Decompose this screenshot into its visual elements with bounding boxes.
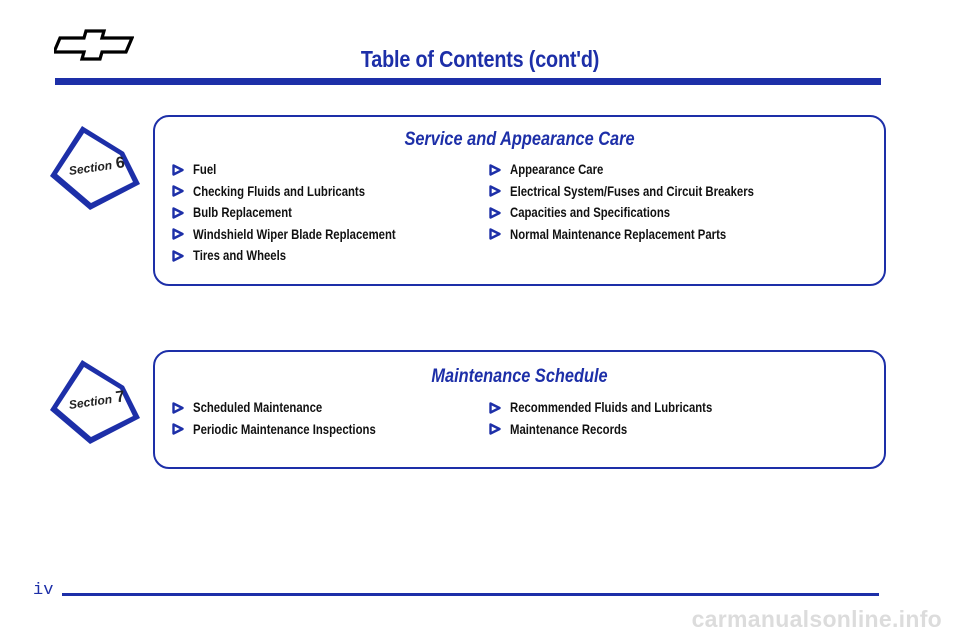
maintenance-schedule-box — [153, 350, 886, 469]
title-divider — [55, 78, 881, 85]
toc-link-fuel[interactable] — [172, 159, 434, 181]
toc-link-label: Checking Fluids and Lubricants — [193, 183, 366, 199]
footer-divider — [62, 593, 879, 596]
triangle-arrow-icon — [489, 402, 501, 414]
service-appearance-care-box — [153, 115, 886, 286]
triangle-arrow-icon — [172, 164, 184, 176]
left-item-list — [172, 159, 434, 267]
toc-link-label: Appearance Care — [510, 162, 604, 178]
watermark: carmanualsonline.info — [691, 606, 942, 632]
triangle-arrow-icon — [172, 185, 184, 197]
toc-link-label: Maintenance Records — [510, 421, 628, 437]
triangle-arrow-icon — [489, 228, 501, 240]
section-title: Service and Appearance Care — [404, 129, 635, 150]
section-number: 6 — [114, 154, 126, 173]
triangle-arrow-icon — [489, 185, 501, 197]
toc-link-scheduled-maintenance[interactable] — [172, 397, 411, 419]
triangle-arrow-icon — [489, 164, 501, 176]
toc-link-replacement-parts[interactable] — [489, 224, 800, 246]
toc-link-label: Tires and Wheels — [193, 248, 287, 264]
toc-link-label: Electrical System/Fuses and Circuit Breakers — [510, 183, 754, 199]
section-6-tab[interactable] — [44, 118, 144, 218]
triangle-arrow-icon — [489, 207, 501, 219]
toc-link-periodic-inspections[interactable] — [172, 419, 411, 441]
right-item-list — [489, 397, 751, 440]
toc-link-tires-wheels[interactable] — [172, 245, 434, 267]
toc-link-capacities[interactable] — [489, 202, 800, 224]
triangle-arrow-icon — [172, 228, 184, 240]
toc-link-label: Scheduled Maintenance — [193, 400, 323, 416]
triangle-arrow-icon — [172, 250, 184, 262]
toc-link-wiper-blade[interactable] — [172, 224, 434, 246]
toc-link-appearance-care[interactable] — [489, 159, 800, 181]
toc-link-label: Windshield Wiper Blade Replacement — [193, 226, 396, 242]
toc-link-bulb-replacement[interactable] — [172, 202, 434, 224]
toc-link-label: Normal Maintenance Replacement Parts — [510, 226, 727, 242]
page-number: iv — [33, 581, 54, 600]
right-item-list — [489, 159, 800, 245]
section-label-text: Section — [68, 392, 113, 412]
toc-link-maintenance-records[interactable] — [489, 419, 751, 441]
triangle-arrow-icon — [172, 402, 184, 414]
toc-link-label: Capacities and Specifications — [510, 205, 671, 221]
toc-link-label: Periodic Maintenance Inspections — [193, 421, 376, 437]
toc-link-electrical-system[interactable] — [489, 181, 800, 203]
section-number: 7 — [114, 388, 126, 407]
triangle-arrow-icon — [489, 423, 501, 435]
toc-link-label: Recommended Fluids and Lubricants — [510, 400, 713, 416]
triangle-arrow-icon — [172, 423, 184, 435]
toc-link-label: Bulb Replacement — [193, 205, 292, 221]
section-title: Maintenance Schedule — [431, 366, 608, 387]
left-item-list — [172, 397, 411, 440]
section-label-text: Section — [68, 158, 113, 178]
triangle-arrow-icon — [172, 207, 184, 219]
section-7-tab[interactable] — [44, 352, 144, 452]
toc-link-recommended-fluids[interactable] — [489, 397, 751, 419]
page-title: Table of Contents (cont'd) — [360, 46, 600, 72]
toc-link-label: Fuel — [193, 162, 217, 178]
toc-link-checking-fluids[interactable] — [172, 181, 434, 203]
